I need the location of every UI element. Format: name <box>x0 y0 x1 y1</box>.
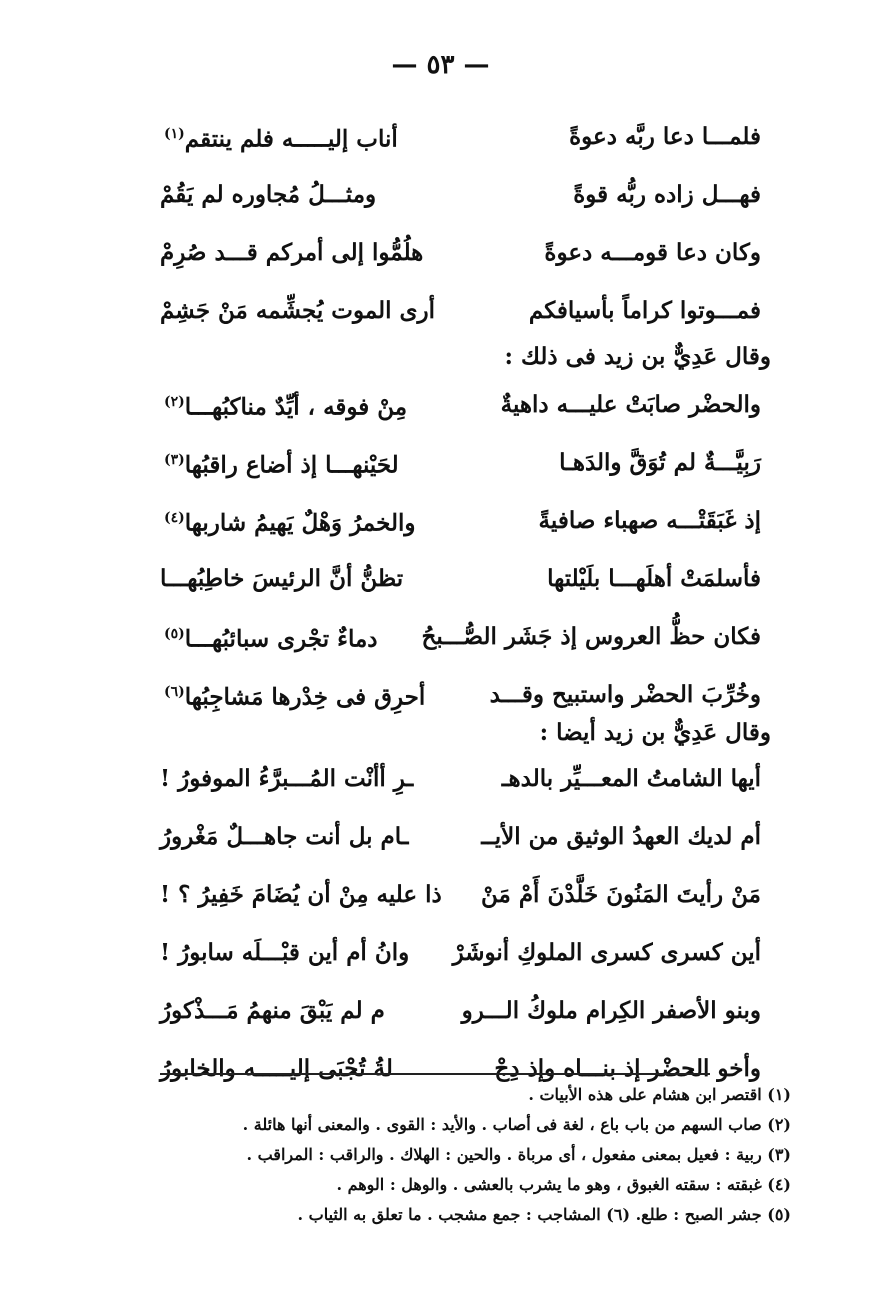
verse-hemistich-first: وأخو الحضْر إذ بنـــاه وإذ دِجْ <box>494 1055 761 1082</box>
verse-hemistich-second: هلُمُّوا إلى أمركم قـــد صُرِمْ <box>160 239 424 266</box>
verse-hemistich-first: وخُرِّبَ الحضْر واستبيح وقـــد <box>489 681 761 708</box>
section-intro-2: وقال عَدِيٌّ بن زيد فى ذلك : <box>504 343 771 370</box>
footnote-marker: (١) <box>164 126 185 143</box>
verse-hemistich-first: فهـــل زاده ربُّه قوةً <box>573 181 761 208</box>
page-number: — ٥٣ — <box>391 50 490 80</box>
footnote-item: (١) اقتصر ابن هشام على هذه الأبيات . <box>528 1085 791 1104</box>
footnote-marker: (٢) <box>164 394 185 411</box>
footnote-item: (٤) غبقته : سقته الغبوق ، وهو ما يشرب بالعشى . والوهل : الوهم . <box>336 1175 791 1194</box>
verse <box>160 550 761 608</box>
poem-section-1 <box>160 108 761 340</box>
verse-hemistich-first: فمـــوتوا كراماً بأسيافكم <box>528 297 761 324</box>
verse <box>160 166 761 224</box>
verse <box>160 750 761 808</box>
verse <box>160 866 761 924</box>
footnote-divider <box>160 1073 710 1075</box>
poem-section-2 <box>160 376 761 724</box>
footnote-item: (٢) صاب السهم من باب باع ، لغة فى أصاب . والأيد : القوى . والمعنى أنها هائلة . <box>242 1115 791 1134</box>
verse-hemistich-second <box>160 663 473 727</box>
verse-hemistich-first: وكان دعا قومـــه دعوةً <box>544 239 761 266</box>
verse <box>160 982 761 1040</box>
verse-hemistich-second <box>160 373 473 437</box>
verse <box>160 808 761 866</box>
verse <box>160 434 761 492</box>
hemistich-text: أحرِق فى خِدْرها مَشاجِبُها <box>184 683 426 711</box>
poem-section-3 <box>160 750 761 1098</box>
verse-hemistich-first: فلمـــا دعا ربَّه دعوةً <box>569 123 761 150</box>
verse-hemistich-second: ذا عليه مِنْ أن يُضَامَ خَفِيرُ ؟ ! <box>160 881 442 908</box>
verse <box>160 108 761 166</box>
verse-hemistich-second: لةُ تُجْبَى إليـــــه والخابورُ <box>160 1055 393 1082</box>
verse-hemistich-second <box>160 489 473 553</box>
footnote-marker: (٤) <box>164 510 185 527</box>
verse-hemistich-second <box>160 431 473 495</box>
verse-hemistich-first: رَبِيَّـــةٌ لم تُوَقَّ والدَهـا <box>559 449 761 476</box>
verse-hemistich-first: مَنْ رأيتَ المَنُونَ خَلَّدْنَ أَمْ مَنْ <box>480 881 761 908</box>
verse-hemistich-second: أرى الموت يُجشِّمه مَنْ جَشِمْ <box>160 297 436 324</box>
verse-hemistich-second <box>160 105 473 169</box>
verse-hemistich-second <box>160 605 473 669</box>
hemistich-text: لحَيْنهـــا إذ أضاع راقبُها <box>184 451 399 479</box>
footnote-marker: (٣) <box>164 452 185 469</box>
verse-hemistich-first: فأسلمَتْ أهلَهـــا بلَيْلتها <box>547 565 761 592</box>
hemistich-text: مِنْ فوقه ، أيِّدٌ مناكبُهـــا <box>184 393 408 421</box>
footnote-marker: (٥) <box>164 626 185 643</box>
verse <box>160 492 761 550</box>
section-intro-3: وقال عَدِيٌّ بن زيد أيضا : <box>539 719 771 746</box>
verse <box>160 224 761 282</box>
verse-hemistich-second: ـام بل أنت جاهـــلٌ مَغْرورُ <box>160 823 409 850</box>
footnote-marker: (٦) <box>164 684 185 701</box>
verse-hemistich-second: تظنُّ أنَّ الرئيسَ خاطِبُهـــا <box>160 565 404 592</box>
hemistich-text: أناب إليـــــه فلم ينتقم <box>184 125 398 153</box>
verse-hemistich-first: وبنو الأصفر الكِرام ملوكُ الـــرو <box>461 997 761 1024</box>
footnote-item: (٥) جشر الصبح : طلع. (٦) المشاجب : جمع مشجب . ما تعلق به الثياب . <box>297 1205 791 1224</box>
hemistich-text: والخمرُ وَهْلٌ يَهيمُ شاربها <box>184 509 416 537</box>
hemistich-text: دماءٌ تجْرى سبائبُهـــا <box>184 625 378 653</box>
verse <box>160 924 761 982</box>
verse-hemistich-second: ـرِ أأنْت المُـــبرَّءُ الموفورُ ! <box>160 765 414 792</box>
footnotes <box>180 1080 791 1230</box>
verse <box>160 376 761 434</box>
verse-hemistich-first: إذ غَبَقَتْـــه صهباء صافيةً <box>538 507 761 534</box>
verse <box>160 608 761 666</box>
verse-hemistich-second: ومثـــلُ مُجاوره لم يَقُمْ <box>160 181 377 208</box>
verse-hemistich-first: أين كسرى كسرى الملوكِ أنوشَرْ <box>452 939 761 966</box>
footnote-item: (٣) ربية : فعيل بمعنى مفعول ، أى مرباة . والحين : الهلاك . والراقب : المراقب . <box>246 1145 791 1164</box>
verse-hemistich-first: أم لديك العهدُ الوثيق من الأيــ <box>481 823 761 850</box>
verse-hemistich-first: والحضْر صابَتْ عليـــه داهيةٌ <box>500 391 761 418</box>
verse-hemistich-second: م لم يَبْقَ منهمُ مَـــذْكورُ <box>160 997 385 1024</box>
verse-hemistich-second: وانُ أم أين قبْـــلَه سابورُ ! <box>160 939 410 966</box>
verse-hemistich-first: أيها الشامتُ المعـــيِّر بالدهـ <box>501 765 761 792</box>
verse-hemistich-first: فكان حظُّ العروس إذ جَشَر الصُّـــبحُ <box>421 623 761 650</box>
